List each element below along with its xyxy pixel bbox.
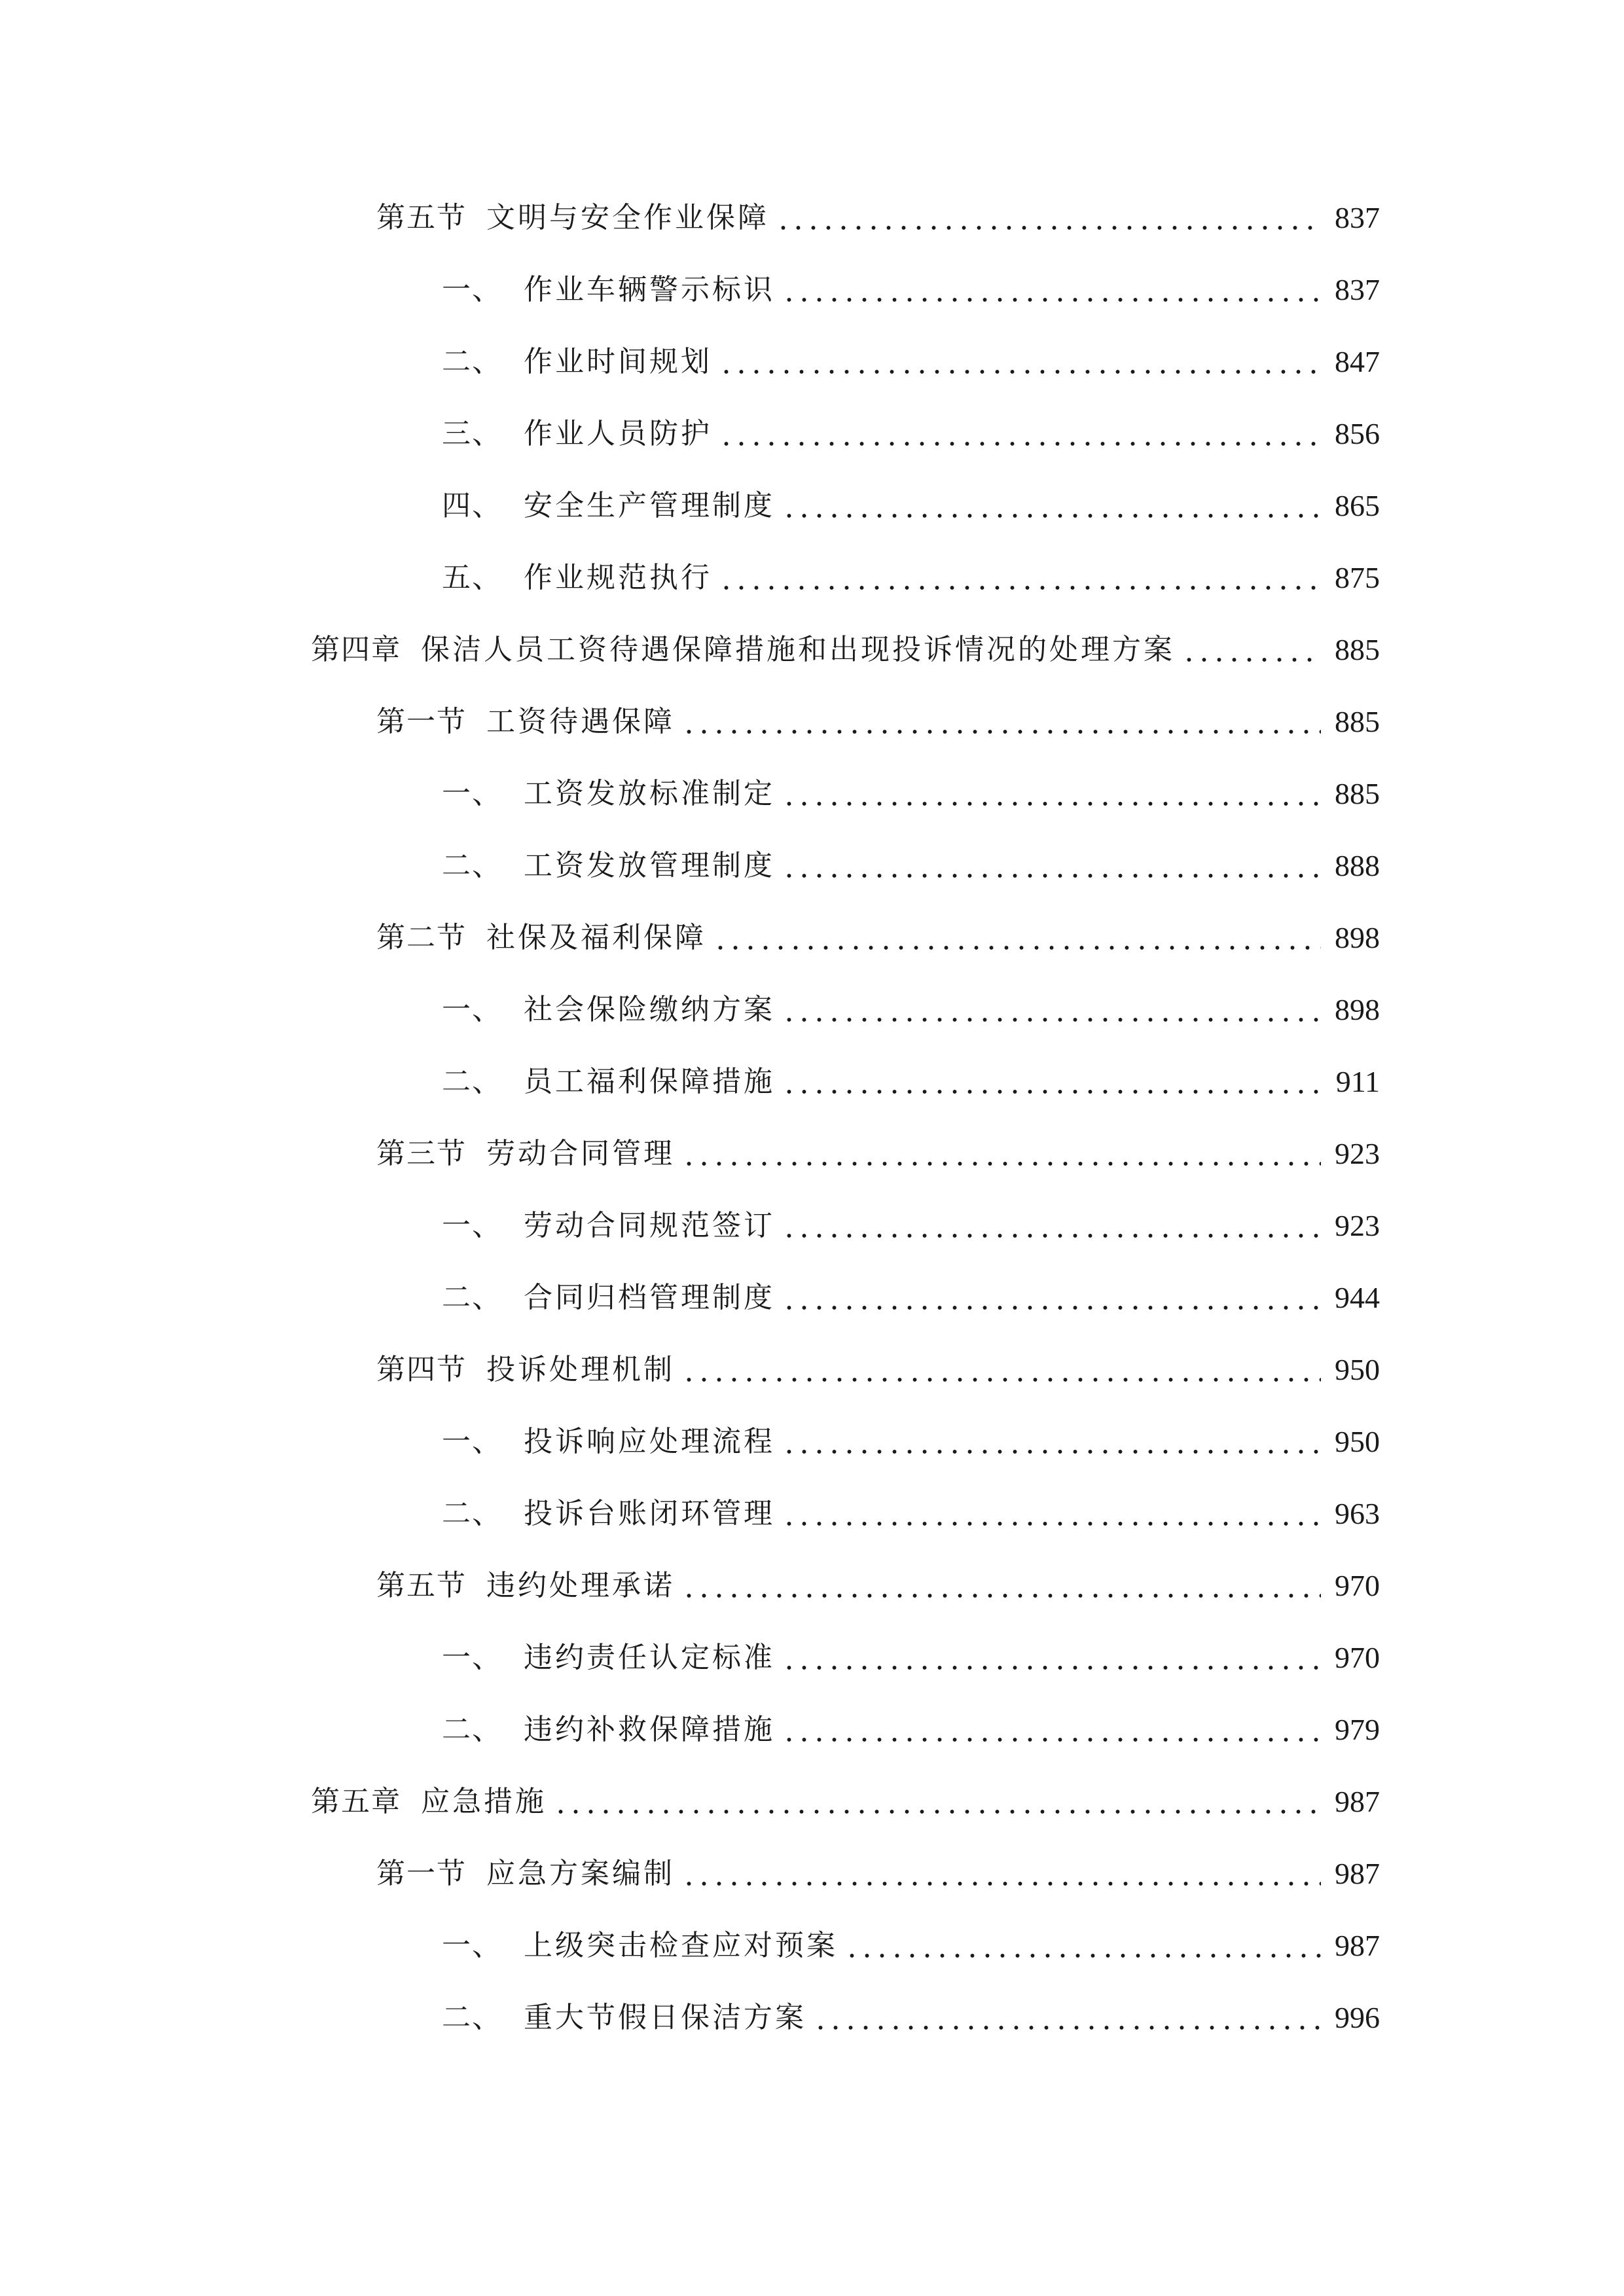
toc-page-number: 888	[1335, 849, 1380, 882]
toc-page-number: 885	[1335, 777, 1380, 810]
dot-leader	[782, 1275, 1321, 1321]
toc-title: 上级突击检查应对预案	[524, 1929, 838, 1962]
toc-title: 作业时间规划	[524, 345, 712, 378]
toc-item-entry[interactable]	[442, 483, 1380, 529]
toc-title: 社会保险缴纳方案	[524, 993, 775, 1026]
toc-title: 投诉台账闭环管理	[524, 1497, 775, 1530]
toc-title: 员工福利保障措施	[524, 1065, 775, 1098]
toc-item-entry[interactable]	[442, 339, 1380, 385]
toc-item-entry[interactable]	[442, 1419, 1380, 1465]
toc-page-number: 885	[1335, 705, 1380, 738]
toc-marker: 二、	[442, 1497, 502, 1530]
toc-marker: 第四章	[311, 633, 401, 666]
toc-section-entry[interactable]	[376, 1563, 1380, 1609]
toc-item-entry[interactable]	[442, 1635, 1380, 1681]
toc-section-entry[interactable]	[376, 1347, 1380, 1393]
dot-leader	[681, 1347, 1321, 1393]
dot-leader	[681, 699, 1321, 745]
toc-item-entry[interactable]	[442, 1491, 1380, 1537]
toc-marker: 三、	[442, 417, 502, 450]
toc-page-number: 923	[1335, 1209, 1380, 1242]
toc-title: 违约处理承诺	[486, 1569, 675, 1602]
toc-marker: 一、	[442, 777, 502, 810]
toc-page-number: 987	[1335, 1785, 1380, 1818]
toc-page-number: 865	[1335, 489, 1380, 522]
dot-leader	[782, 1707, 1321, 1753]
toc-marker: 第五章	[311, 1785, 401, 1818]
toc-page-number: 979	[1335, 1713, 1380, 1746]
toc-marker: 二、	[442, 1065, 502, 1098]
toc-section-entry[interactable]	[376, 1131, 1380, 1177]
toc-page-number: 970	[1335, 1569, 1380, 1602]
toc-chapter-entry[interactable]	[311, 627, 1380, 673]
toc-title: 劳动合同管理	[486, 1137, 675, 1170]
toc-marker: 二、	[442, 345, 502, 378]
toc-marker: 第一节	[376, 1857, 467, 1890]
toc-marker: 四、	[442, 489, 502, 522]
dot-leader	[1182, 627, 1321, 673]
dot-leader	[844, 1923, 1321, 1969]
toc-title: 作业规范执行	[524, 561, 712, 594]
toc-page-number: 885	[1335, 633, 1380, 666]
toc-page-number: 898	[1335, 993, 1380, 1026]
toc-page-number: 837	[1335, 201, 1380, 234]
toc-page-number: 923	[1335, 1137, 1380, 1170]
toc-marker: 第五节	[376, 201, 467, 234]
toc-chapter-entry[interactable]	[311, 1779, 1380, 1825]
toc-page-number: 987	[1335, 1857, 1380, 1890]
toc-item-entry[interactable]	[442, 1275, 1380, 1321]
toc-marker: 第五节	[376, 1569, 467, 1602]
toc-marker: 二、	[442, 2001, 502, 2034]
dot-leader	[782, 771, 1321, 817]
dot-leader	[782, 1491, 1321, 1537]
toc-marker: 一、	[442, 273, 502, 306]
toc-marker: 二、	[442, 1713, 502, 1746]
toc-title: 工资待遇保障	[486, 705, 675, 738]
toc-section-entry[interactable]	[376, 699, 1380, 745]
toc-marker: 二、	[442, 849, 502, 882]
toc-marker: 第一节	[376, 705, 467, 738]
dot-leader	[782, 267, 1321, 313]
toc-title: 工资发放管理制度	[524, 849, 775, 882]
toc-title: 应急措施	[421, 1785, 547, 1818]
toc-page-number: 837	[1335, 273, 1380, 306]
dot-leader	[776, 195, 1321, 241]
toc-page-number: 996	[1335, 2001, 1380, 2034]
toc-title: 安全生产管理制度	[524, 489, 775, 522]
toc-page-number: 898	[1335, 921, 1380, 954]
toc-item-entry[interactable]	[442, 771, 1380, 817]
toc-item-entry[interactable]	[442, 1203, 1380, 1249]
toc-page-number: 875	[1335, 561, 1380, 594]
toc-section-entry[interactable]	[376, 195, 1380, 241]
toc-item-entry[interactable]	[442, 843, 1380, 889]
dot-leader	[782, 987, 1321, 1033]
dot-leader	[719, 411, 1321, 457]
toc-item-entry[interactable]	[442, 1707, 1380, 1753]
toc-title: 违约补救保障措施	[524, 1713, 775, 1746]
toc-page-number: 987	[1335, 1929, 1380, 1962]
toc-page-number: 856	[1335, 417, 1380, 450]
toc-marker: 第三节	[376, 1137, 467, 1170]
toc-title: 投诉响应处理流程	[524, 1425, 775, 1458]
toc-item-entry[interactable]	[442, 1995, 1380, 2041]
toc-marker: 五、	[442, 561, 502, 594]
toc-marker: 一、	[442, 1425, 502, 1458]
toc-title: 重大节假日保洁方案	[524, 2001, 806, 2034]
toc-title: 违约责任认定标准	[524, 1641, 775, 1674]
dot-leader	[681, 1131, 1321, 1177]
toc-section-entry[interactable]	[376, 1851, 1380, 1897]
dot-leader	[813, 1995, 1321, 2041]
toc-item-entry[interactable]	[442, 411, 1380, 457]
toc-page-number: 970	[1335, 1641, 1380, 1674]
toc-title: 作业车辆警示标识	[524, 273, 775, 306]
dot-leader	[782, 1203, 1321, 1249]
toc-marker: 一、	[442, 1929, 502, 1962]
dot-leader	[681, 1851, 1321, 1897]
toc-title: 劳动合同规范签订	[524, 1209, 775, 1242]
toc-title: 工资发放标准制定	[524, 777, 775, 810]
dot-leader	[681, 1563, 1321, 1609]
dot-leader	[782, 1059, 1321, 1105]
toc-page-number: 950	[1335, 1425, 1380, 1458]
toc-page-number: 847	[1335, 345, 1380, 378]
toc-section-entry[interactable]	[376, 915, 1380, 961]
toc-item-entry[interactable]	[442, 1059, 1380, 1105]
toc-marker: 一、	[442, 993, 502, 1026]
dot-leader	[782, 1419, 1321, 1465]
dot-leader	[782, 483, 1321, 529]
toc-page-number: 950	[1335, 1353, 1380, 1386]
toc-item-entry[interactable]	[442, 555, 1380, 601]
toc-title: 保洁人员工资待遇保障措施和出现投诉情况的处理方案	[421, 633, 1175, 666]
toc-item-entry[interactable]	[442, 987, 1380, 1033]
toc-marker: 第二节	[376, 921, 467, 954]
dot-leader	[553, 1779, 1321, 1825]
dot-leader	[782, 1635, 1321, 1681]
toc-item-entry[interactable]	[442, 267, 1380, 313]
toc-title: 应急方案编制	[486, 1857, 675, 1890]
toc-page-number: 911	[1335, 1065, 1380, 1098]
toc-marker: 一、	[442, 1209, 502, 1242]
toc-page-number: 944	[1335, 1281, 1380, 1314]
dot-leader	[782, 843, 1321, 889]
toc-marker: 一、	[442, 1641, 502, 1674]
dot-leader	[719, 555, 1321, 601]
toc-marker: 第四节	[376, 1353, 467, 1386]
toc-title: 文明与安全作业保障	[486, 201, 769, 234]
toc-title: 作业人员防护	[524, 417, 712, 450]
toc-title: 社保及福利保障	[486, 921, 706, 954]
dot-leader	[713, 915, 1321, 961]
toc-item-entry[interactable]	[442, 1923, 1380, 1969]
toc-page-number: 963	[1335, 1497, 1380, 1530]
toc-title: 合同归档管理制度	[524, 1281, 775, 1314]
toc-title: 投诉处理机制	[486, 1353, 675, 1386]
dot-leader	[719, 339, 1321, 385]
toc-marker: 二、	[442, 1281, 502, 1314]
